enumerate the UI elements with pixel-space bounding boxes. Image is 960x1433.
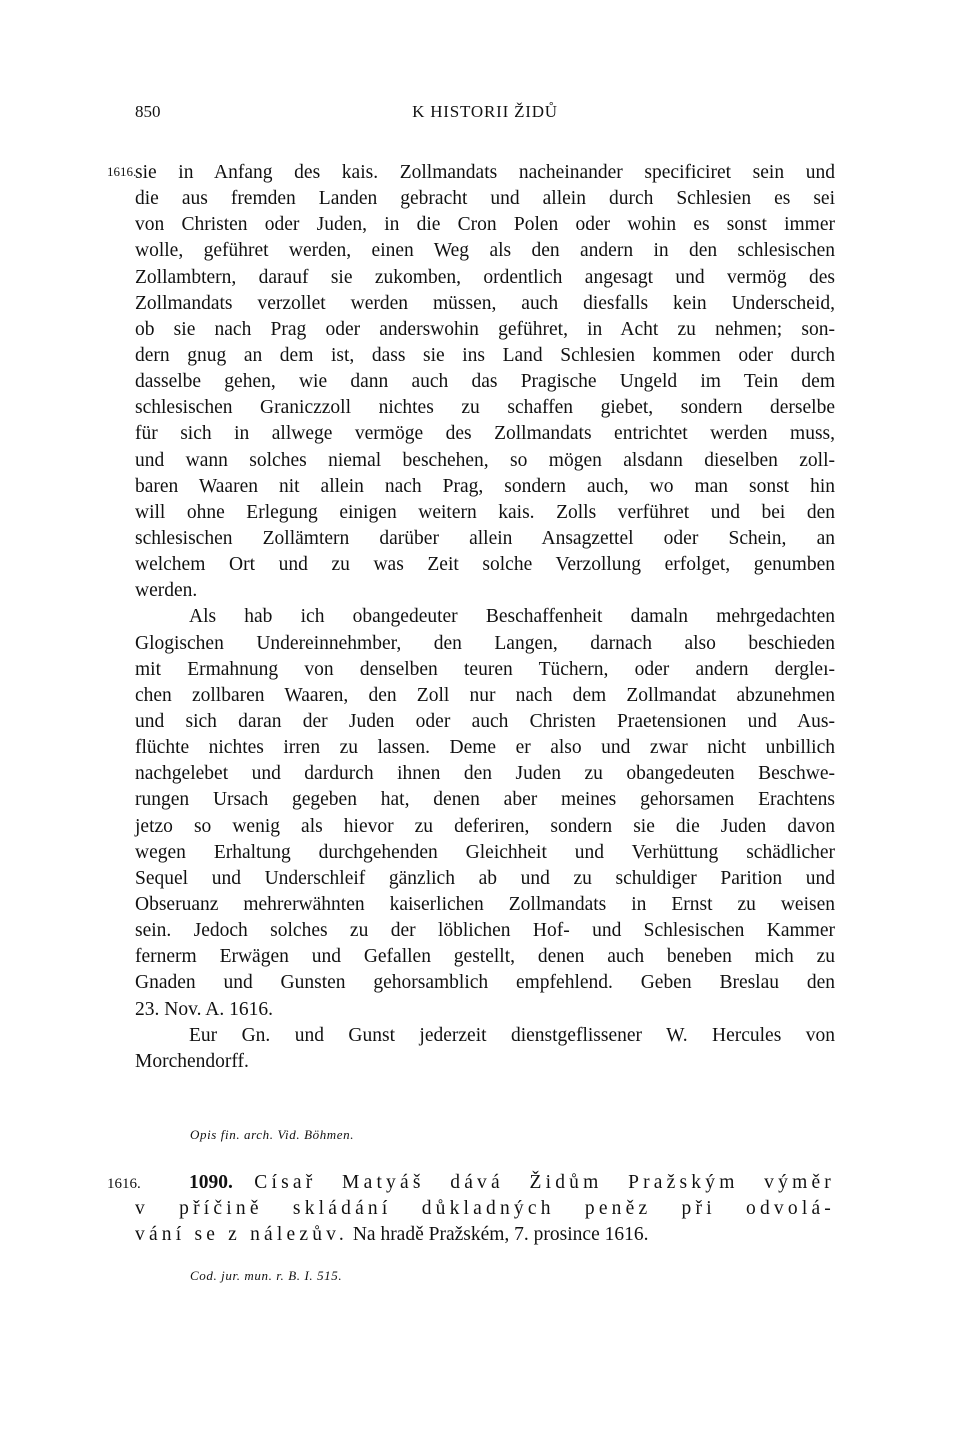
text-line: wegen Erhaltung durchgehenden Gleichheit und Verhüttung schädlicher [135,841,835,863]
text-line: sie in Anfang des kais. Zollmandats nacheinander specificiret sein und [135,162,835,183]
entry-line [135,1222,835,1248]
text-line: Obseruanz mehrerwähnten kaiserlichen Zollmandats in Ernst zu weisen [135,893,835,915]
letter-text [135,160,835,1075]
text-line: will ohne Erlegung einigen weitern kais. Zolls verführet und bei den [135,501,835,523]
text-line: von Christen oder Juden, in die Cron Polen oder wohin es sonst immer [135,214,835,236]
text-line: mit Ermahnung von denselben teuren Tüchern, oder andern dergleı- [135,658,835,680]
text-line: schlesischen Graniczzoll nichtes zu schaffen giebet, sondern derselbe [135,397,835,419]
entry-number: 1090. [189,1172,233,1193]
text-line: Glogischen Undereinnehmber, den Langen, darnach also beschieden [135,632,835,654]
entry-title-part: Císař Matyáš dává Židům Pražským výměr [254,1172,835,1193]
text-line: chen zollbaren Waaren, den Zoll nur nach dem Zollmandat abzunehmen [135,684,835,706]
text-line: welchem Ort und zu was Zeit solche Verzollung erfolget, genumben [135,554,835,576]
text-line: rungen Ursach gegeben hat, denen aber meines gehorsamen Erachtens [135,789,835,811]
text-line: Morchendorff. [135,1050,249,1072]
regest-entry [135,1170,835,1248]
text-line: baren Waaren nit allein nach Prag, sondern auch, wo man sonst hin [135,475,835,497]
margin-year-entry: 1616. [107,1176,141,1192]
text-line: dasselbe gehen, wie dann auch das Pragische Ungeld im Tein dem [135,371,835,393]
text-line: flüchte nichtes irren zu lassen. Deme er also und zwar nicht unbillich [135,737,835,759]
entry-line [135,1170,835,1196]
text-line: Sequel und Underschleif gänzlich ab und zu schuldiger Parition und [135,867,835,889]
text-line: schlesischen Zollämtern darüber allein Ansagzettel oder Schein, an [135,527,835,549]
text-line: Als hab ich obangedeuter Beschaffenheit damaln mehrgedachten [189,606,835,628]
text-line: Zollambtern, darauf sie zukomben, ordentlich angesagt und vermög des [135,266,835,288]
text-line: die aus fremden Landen gebracht und allein durch Schlesien es sei [135,188,835,210]
text-line: ob sie nach Prag oder anderswohin geführet, in Acht zu nehmen; son- [135,318,835,340]
entry-date-place: Na hradě Pražském, 7. prosince 1616. [352,1224,649,1246]
text-line: Gnaden und Gunsten gehorsamblich empfehlend. Geben Breslau den [135,972,835,994]
text-line: werden. [135,580,198,602]
entry-source-citation: Cod. jur. mun. r. B. I. 515. [190,1268,343,1283]
entry-title-part: vání se z nálezův. [135,1224,348,1246]
text-line: sein. Jedoch solches zu der löblichen Hof- und Schlesischen Kammer [135,920,835,942]
text-line: und sich daran der Juden oder auch Christen Praetensionen und Aus- [135,710,835,732]
text-line: Eur Gn. und Gunst jederzeit dienstgeflissener W. Hercules von [189,1024,835,1046]
page-header [135,102,835,126]
running-title: K HISTORII ŽIDŮ [412,102,558,121]
entry-line [135,1196,835,1222]
text-line: dern gnug an dem ist, dass sie ins Land Schlesien kommen oder durch [135,344,835,366]
text-line: Zollmandats verzollet werden müssen, auch diesfalls kein Underscheid, [135,292,835,314]
text-line: jetzo so wenig als hievor zu deferiren, sondern sie die Juden davon [135,815,835,837]
text-line: fernerm Erwägen und Gefallen gestellt, denen auch beneben mich zu [135,946,835,968]
entry-title-part: v příčině skládání důkladných peněz při odvolá- [135,1198,835,1220]
margin-year-top: 1616. [107,164,137,179]
page-number: 850 [135,102,161,121]
text-line: für sich in allwege vermöge des Zollmandats entrichtet werden muss, [135,423,835,445]
source-citation: Opis fin. arch. Vid. Böhmen. [190,1127,355,1142]
text-line: nachgelebet und dardurch ihnen den Juden zu obangedeuten Beschwe- [135,763,835,785]
text-line: 23. Nov. A. 1616. [135,998,273,1020]
text-line: wolle, geführet werden, einen Weg als den andern in den schlesischen [135,240,835,262]
text-line: und wann solches niemal beschehen, so mögen alsdann dieselben zoll- [135,449,835,471]
